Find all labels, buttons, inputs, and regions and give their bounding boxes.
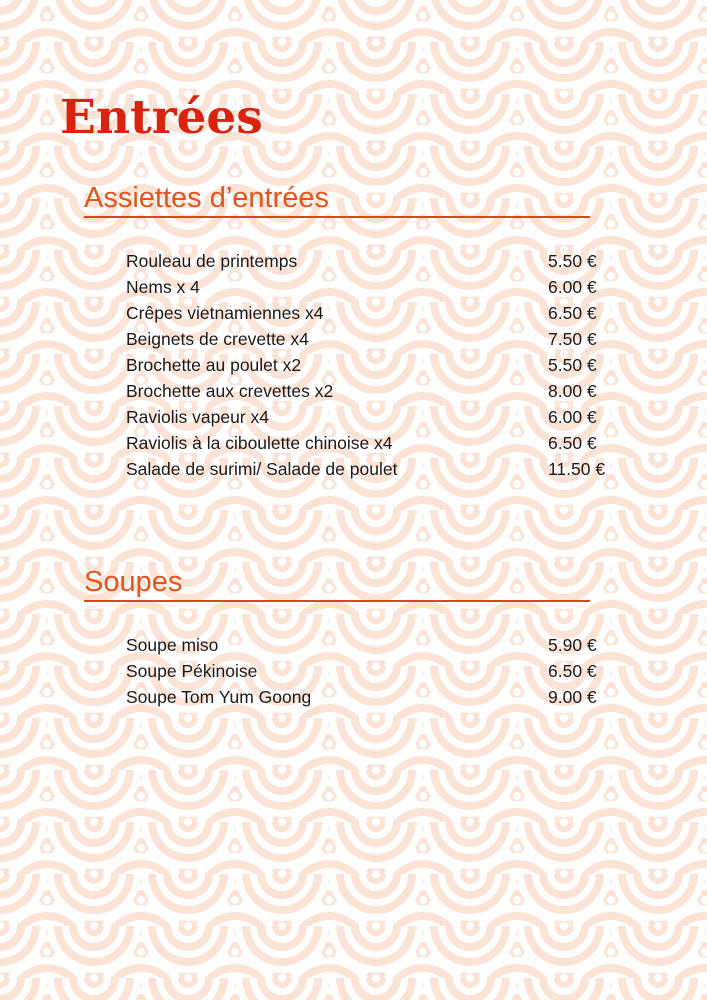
menu-item <box>126 684 626 710</box>
item-name: Raviolis vapeur x4 <box>126 406 269 427</box>
item-price: 5.90 € <box>548 634 597 655</box>
item-price: 6.00 € <box>548 406 597 427</box>
item-price: 6.00 € <box>548 276 597 297</box>
section-heading-soups: Soupes <box>84 564 590 602</box>
item-price: 6.50 € <box>548 660 597 681</box>
item-price: 6.50 € <box>548 302 597 323</box>
item-name: Crêpes vietnamiennes x4 <box>126 302 324 323</box>
item-price: 7.50 € <box>548 328 597 349</box>
item-name: Soupe Pékinoise <box>126 660 258 681</box>
item-price: 11.50 € <box>548 458 606 479</box>
item-price: 9.00 € <box>548 686 597 707</box>
item-name: Nems x 4 <box>126 276 200 297</box>
item-name: Raviolis à la ciboulette chinoise x4 <box>126 432 393 453</box>
starters-list <box>126 248 626 482</box>
soups-list <box>126 632 626 710</box>
menu-item <box>126 378 626 404</box>
item-name: Salade de surimi/ Salade de poulet <box>126 458 398 479</box>
page-title: Entrées <box>60 90 263 145</box>
menu-item <box>126 456 626 482</box>
item-price: 5.50 € <box>548 354 597 375</box>
item-name: Beignets de crevette x4 <box>126 328 309 349</box>
menu-item <box>126 326 626 352</box>
menu-item <box>126 658 626 684</box>
item-name: Brochette aux crevettes x2 <box>126 380 334 401</box>
item-price: 6.50 € <box>548 432 597 453</box>
item-name: Soupe miso <box>126 634 219 655</box>
menu-item <box>126 300 626 326</box>
menu-item <box>126 632 626 658</box>
menu-item <box>126 248 626 274</box>
item-name: Rouleau de printemps <box>126 250 298 271</box>
menu-item <box>126 274 626 300</box>
item-name: Brochette au poulet x2 <box>126 354 302 375</box>
item-name: Soupe Tom Yum Goong <box>126 686 312 707</box>
menu-item <box>126 430 626 456</box>
menu-item <box>126 352 626 378</box>
item-price: 5.50 € <box>548 250 597 271</box>
item-price: 8.00 € <box>548 380 597 401</box>
section-heading-starters: Assiettes d’entrées <box>84 180 590 218</box>
menu-item <box>126 404 626 430</box>
